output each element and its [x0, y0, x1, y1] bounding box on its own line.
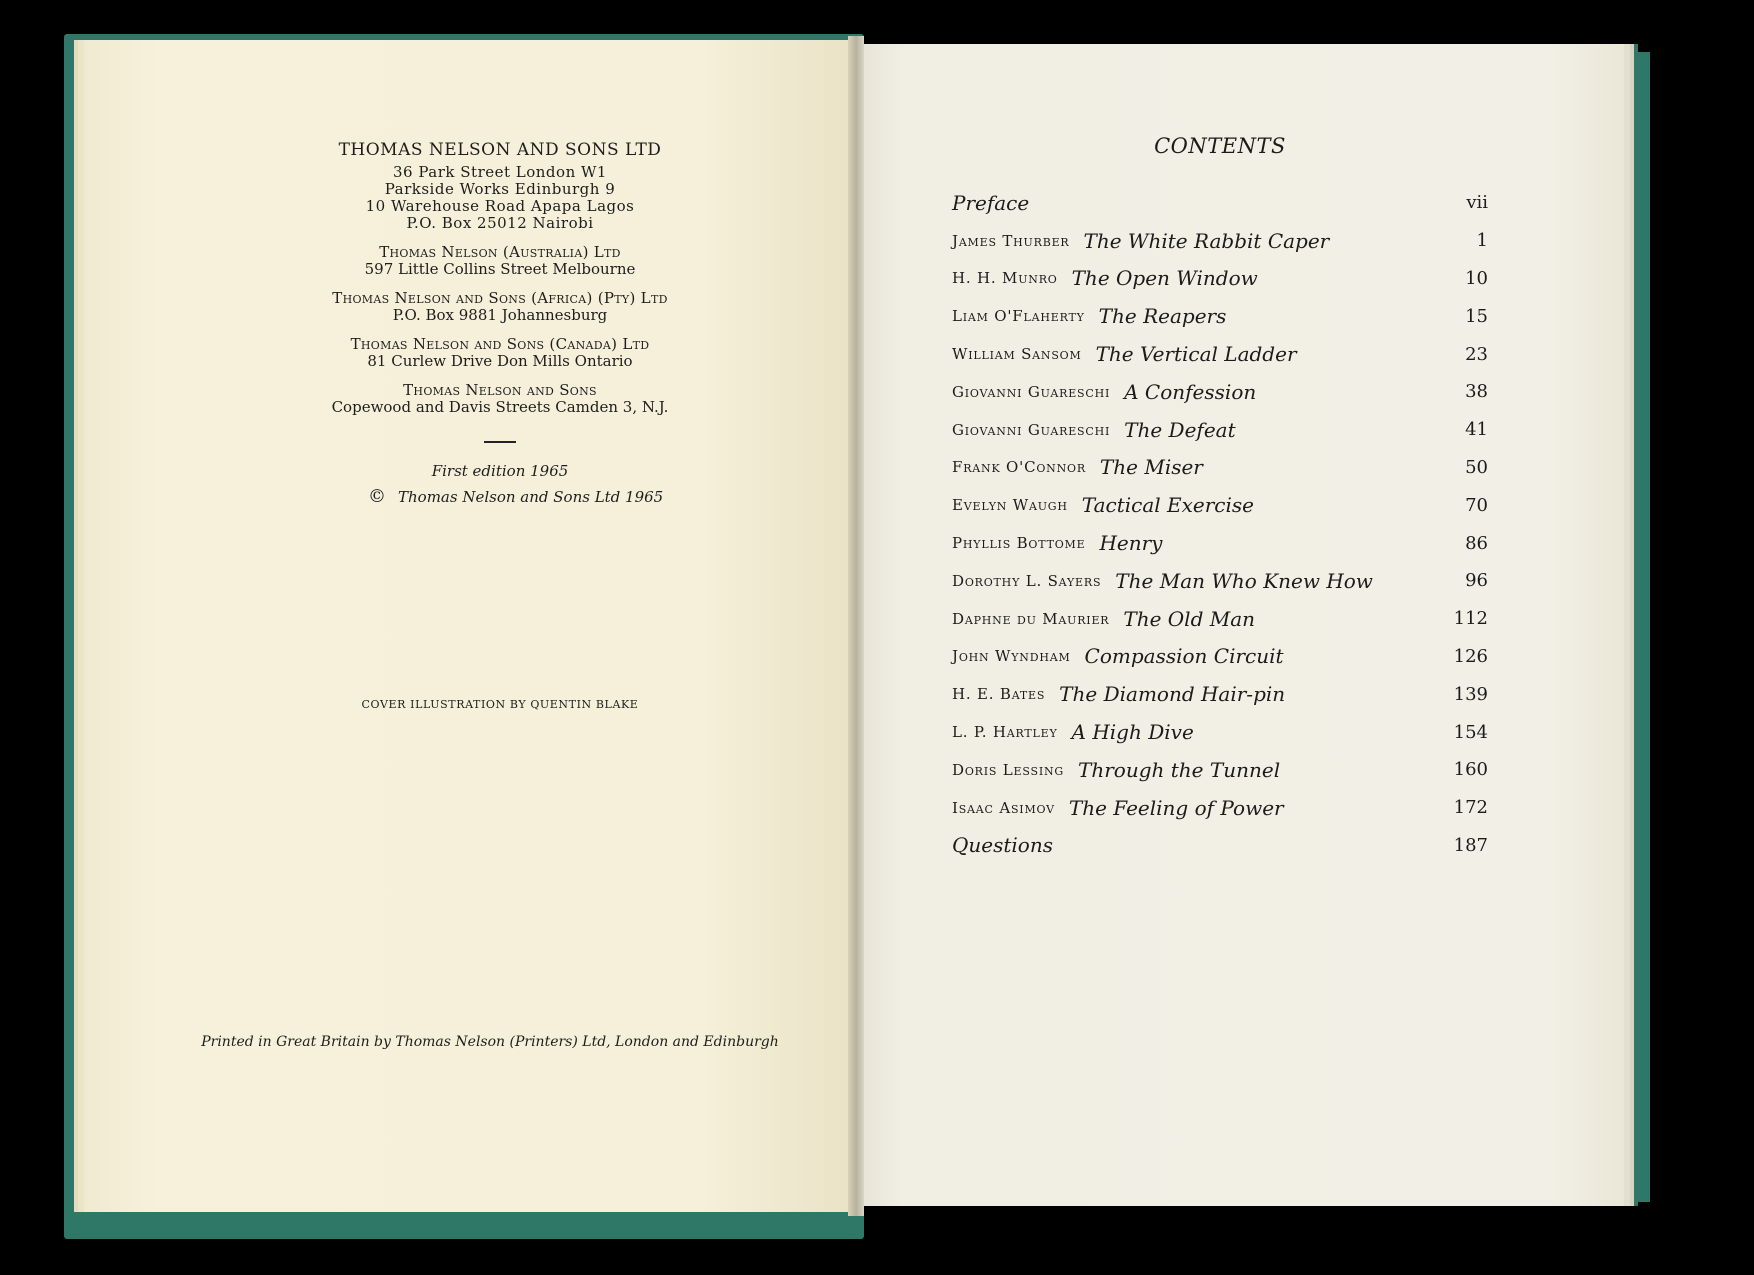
entry-author: Evelyn Waugh [952, 496, 1068, 515]
entry-title: The White Rabbit Caper [1083, 228, 1330, 253]
entry-page: 15 [1465, 305, 1488, 327]
entry-title: Compassion Circuit [1084, 644, 1284, 669]
printer-line: Printed in Great Britain by Thomas Nelson (Printers) Ltd, London and Edinburgh [201, 1034, 779, 1050]
contents-entry [952, 600, 1488, 638]
branch-africa [300, 290, 700, 324]
entry-author: Giovanni Guareschi [952, 382, 1111, 401]
entry-title: Preface [952, 190, 1030, 215]
entry-title: Tactical Exercise [1081, 493, 1254, 518]
branch-name: Thomas Nelson and Sons (Africa) (Pty) Ltd [332, 289, 668, 307]
contents-heading: CONTENTS [1154, 134, 1286, 158]
entry-author: Dorothy L. Sayers [952, 571, 1102, 590]
entry-page: 10 [1465, 267, 1488, 289]
branch-address: P.O. Box 9881 Johannesburg [392, 306, 608, 324]
entry-page: 1 [1476, 230, 1488, 252]
entry-page: 41 [1465, 419, 1488, 441]
publisher-name: THOMAS NELSON AND SONS LTD [338, 140, 662, 160]
entry-title: Questions [952, 833, 1053, 858]
entry-author: H. E. Bates [952, 685, 1046, 704]
edition-line: First edition 1965 [431, 462, 569, 480]
branch-address: 81 Curlew Drive Don Mills Ontario [367, 352, 633, 370]
book-gutter [848, 36, 864, 1216]
publisher-block [260, 140, 740, 232]
entry-title: Henry [1099, 531, 1163, 556]
entry-author: Daphne du Maurier [952, 609, 1110, 628]
contents-entry [952, 751, 1488, 789]
contents-entry [952, 373, 1488, 411]
contents-entry [952, 675, 1488, 713]
entry-page: 154 [1453, 721, 1488, 743]
entry-title: The Feeling of Power [1068, 795, 1284, 820]
entry-page: vii [1466, 192, 1488, 214]
entry-author: H. H. Munro [952, 269, 1058, 288]
contents-entry [952, 789, 1488, 827]
branch-usa [300, 382, 700, 416]
contents-entry [952, 335, 1488, 373]
entry-page: 126 [1453, 645, 1488, 667]
entry-page: 38 [1465, 381, 1488, 403]
entry-title: The Old Man [1123, 606, 1256, 631]
contents-entry [952, 638, 1488, 676]
entry-page: 96 [1465, 570, 1488, 592]
entry-page: 86 [1465, 532, 1488, 554]
entry-page: 172 [1453, 797, 1488, 819]
address-line: P.O. Box 25012 Nairobi [406, 214, 594, 232]
entry-author: Frank O'Connor [952, 458, 1086, 477]
copyright-symbol: © [368, 486, 386, 507]
branch-address: Copewood and Davis Streets Camden 3, N.J. [331, 398, 669, 416]
entry-title: The Man Who Knew How [1115, 568, 1373, 593]
contents-entry [952, 562, 1488, 600]
entry-title: The Miser [1099, 455, 1203, 480]
entry-author: Liam O'Flaherty [952, 307, 1085, 326]
contents-entry [952, 524, 1488, 562]
contents-list [952, 184, 1488, 864]
branch-name: Thomas Nelson (Australia) Ltd [379, 243, 621, 261]
publisher-addresses [260, 164, 740, 232]
address-line: 36 Park Street London W1 [393, 163, 607, 181]
contents-entry [952, 260, 1488, 298]
entry-title: The Diamond Hair-pin [1059, 682, 1286, 707]
entry-author: L. P. Hartley [952, 723, 1058, 742]
entry-author: John Wyndham [952, 647, 1071, 666]
contents-entry [952, 827, 1488, 865]
entry-page: 187 [1453, 834, 1488, 856]
contents-entry [952, 222, 1488, 260]
copyright-text: Thomas Nelson and Sons Ltd 1965 [398, 487, 664, 506]
address-line: Parkside Works Edinburgh 9 [384, 180, 616, 198]
address-line: 10 Warehouse Road Apapa Lagos [365, 197, 635, 215]
contents-entry [952, 713, 1488, 751]
cover-illustration-credit: COVER ILLUSTRATION BY QUENTIN BLAKE [361, 698, 639, 711]
entry-title: The Open Window [1071, 266, 1258, 291]
branch-australia [300, 244, 700, 278]
entry-page: 139 [1453, 683, 1488, 705]
branch-canada [300, 336, 700, 370]
contents-entry [952, 486, 1488, 524]
entry-page: 112 [1453, 608, 1488, 630]
contents-entry [952, 184, 1488, 222]
entry-title: Through the Tunnel [1078, 757, 1281, 782]
entry-author: Phyllis Bottome [952, 534, 1086, 553]
entry-title: The Reapers [1098, 304, 1227, 329]
contents-entry [952, 297, 1488, 335]
entry-author: Isaac Asimov [952, 798, 1055, 817]
branch-name: Thomas Nelson and Sons [403, 381, 597, 399]
contents-entry [952, 449, 1488, 487]
entry-author: Doris Lessing [952, 760, 1065, 779]
entry-author: James Thurber [952, 231, 1070, 250]
entry-title: A High Dive [1071, 720, 1194, 745]
entry-page: 50 [1465, 456, 1488, 478]
entry-page: 23 [1465, 343, 1488, 365]
entry-author: Giovanni Guareschi [952, 420, 1111, 439]
entry-title: The Defeat [1124, 417, 1236, 442]
divider-rule [484, 441, 516, 443]
branch-name: Thomas Nelson and Sons (Canada) Ltd [350, 335, 650, 353]
copyright-line [368, 486, 668, 507]
entry-title: A Confession [1124, 379, 1257, 404]
contents-entry [952, 411, 1488, 449]
entry-page: 70 [1465, 494, 1488, 516]
entry-title: The Vertical Ladder [1095, 342, 1297, 367]
branch-address: 597 Little Collins Street Melbourne [364, 260, 636, 278]
entry-author: William Sansom [952, 345, 1082, 364]
entry-page: 160 [1453, 759, 1488, 781]
